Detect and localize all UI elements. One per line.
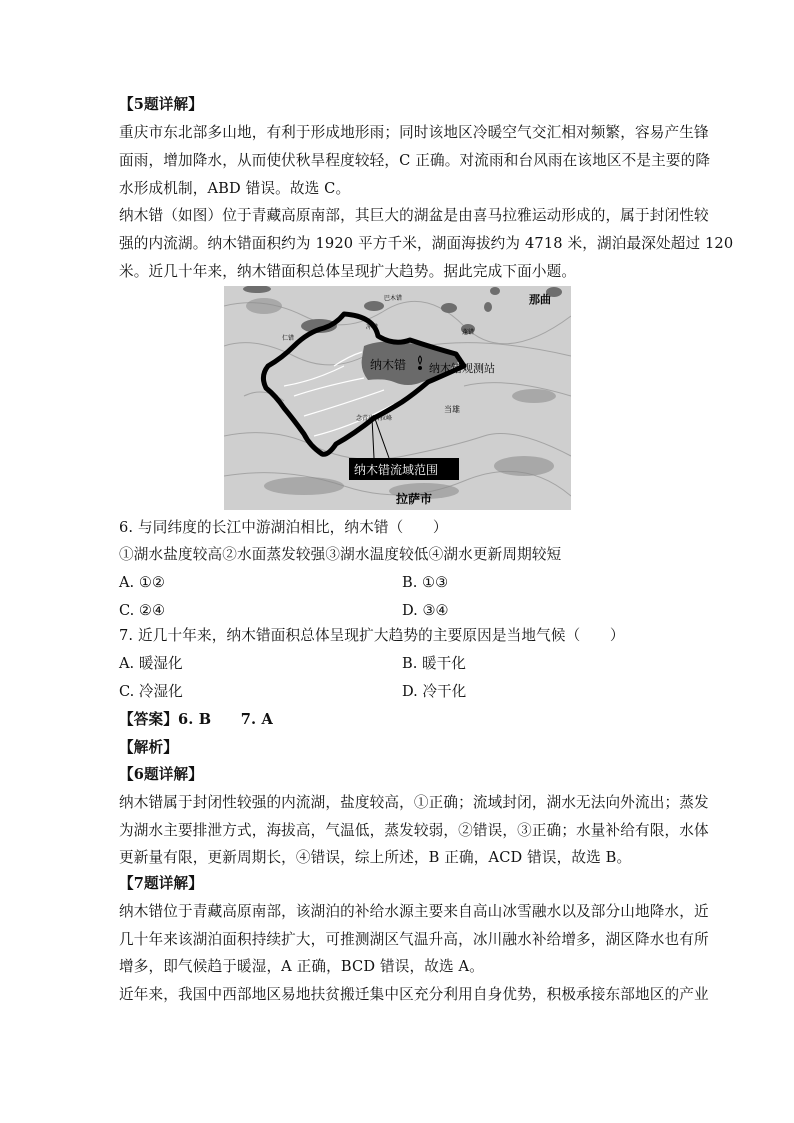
- analysis-heading: 【解析】: [119, 739, 178, 756]
- intro-line: 纳木错（如图）位于青藏高原南部，其巨大的湖盆是由喜马拉雅运动形成的，属于封闭性较: [119, 207, 709, 224]
- intro-line: 米。近几十年来，纳木错面积总体呈现扩大趋势。据此完成下面小题。: [119, 263, 577, 280]
- q7-detail-line: 几十年来该湖泊面积持续扩大，可推测湖区气温升高，冰川融水补给增多，湖区降水也有所: [119, 931, 709, 948]
- city-label: 拉萨市: [396, 492, 433, 506]
- q6-detail-line: 纳木错属于封闭性较强的内流湖，盐度较高，①正确；流域封闭，湖水无法向外流出；蒸发: [119, 794, 709, 811]
- small-lake: [441, 303, 457, 313]
- q7-option-d: D. 冷干化: [402, 683, 467, 700]
- q6-detail-heading: 【6题详解】: [119, 766, 204, 783]
- q6-detail-line: 更新量有限，更新周期长，④错误，综上所述，B 正确，ACD 错误，故选 B。: [119, 849, 632, 866]
- small-lake-label: 仁错: [282, 336, 295, 342]
- q7-detail-line: 增多，即气候趋于暖湿，A 正确，BCD 错误，故选 A。: [119, 958, 484, 975]
- nagqu-label: 那曲: [529, 294, 551, 306]
- q6-option-c: C. ②④: [119, 602, 166, 619]
- small-lake: [490, 287, 500, 295]
- peak-label: 念青唐古拉峰: [356, 416, 393, 422]
- basin-label: 纳木错流域范围: [354, 463, 439, 477]
- q7-option-b: B. 暖干化: [402, 655, 466, 672]
- q7-option-c: C. 冷湿化: [119, 683, 183, 700]
- q7-stem: 7. 近几十年来，纳木错面积总体呈现扩大趋势的主要原因是当地气候（ ）: [119, 627, 625, 644]
- answer-line: 【答案】6. B 7. A: [119, 711, 273, 728]
- q5-detail-line: 水形成机制，ABD 错误。故选 C。: [119, 180, 351, 197]
- damxung-label: 当雄: [444, 405, 460, 414]
- q6-option-b: B. ①③: [402, 574, 449, 591]
- q7-detail-heading: 【7题详解】: [119, 875, 204, 892]
- q6-detail-line: 为湖水主要排泄方式，海拔高，气温低，蒸发较弱，②错误，③正确；水量补给有限，水体: [119, 822, 709, 839]
- q6-option-d: D. ③④: [402, 602, 449, 619]
- small-lake: [364, 301, 384, 311]
- q6-option-a: A. ①②: [119, 574, 165, 591]
- intro-line: 强的内流湖。纳木错面积约为 1920 平方千米，湖面海拔约为 4718 米，湖泊最深处超过 120: [119, 235, 734, 252]
- q7-detail-line: 纳木错位于青藏高原南部，该湖泊的补给水源主要来自高山冰雪融水以及部分山地降水，近: [119, 903, 709, 920]
- q5-detail-line: 面雨，增加降水，从而使伏秋旱程度较轻，C 正确。对流雨和台风雨在该地区不是主要的降: [119, 152, 711, 169]
- q5-detail-line: 重庆市东北部多山地，有利于形成地形雨；同时该地区冷暖空气交汇相对频繁，容易产生锋: [119, 124, 709, 141]
- q7-option-a: A. 暖湿化: [119, 655, 183, 672]
- lake-label: 纳木错: [370, 358, 407, 372]
- small-lake-label: 巴木错: [384, 296, 403, 302]
- q5-detail-heading: 【5题详解】: [119, 96, 204, 113]
- q6-stem: 6. 与同纬度的长江中游湖泊相比，纳木错（ ）: [119, 519, 448, 536]
- small-lake-label: 蓬错: [462, 330, 475, 336]
- small-lake-label: 冲错: [366, 325, 379, 331]
- q6-statements: ①湖水盐度较高②水面蒸发较强③湖水温度较低④湖水更新周期较短: [119, 546, 562, 563]
- namtso-basin-map: [224, 286, 571, 510]
- small-lake: [484, 302, 492, 312]
- station-label: 纳木错观测站: [429, 363, 495, 375]
- next-question-intro-line: 近年来，我国中西部地区易地扶贫搬迁集中区充分利用自身优势，积极承接东部地区的产业: [119, 986, 709, 1003]
